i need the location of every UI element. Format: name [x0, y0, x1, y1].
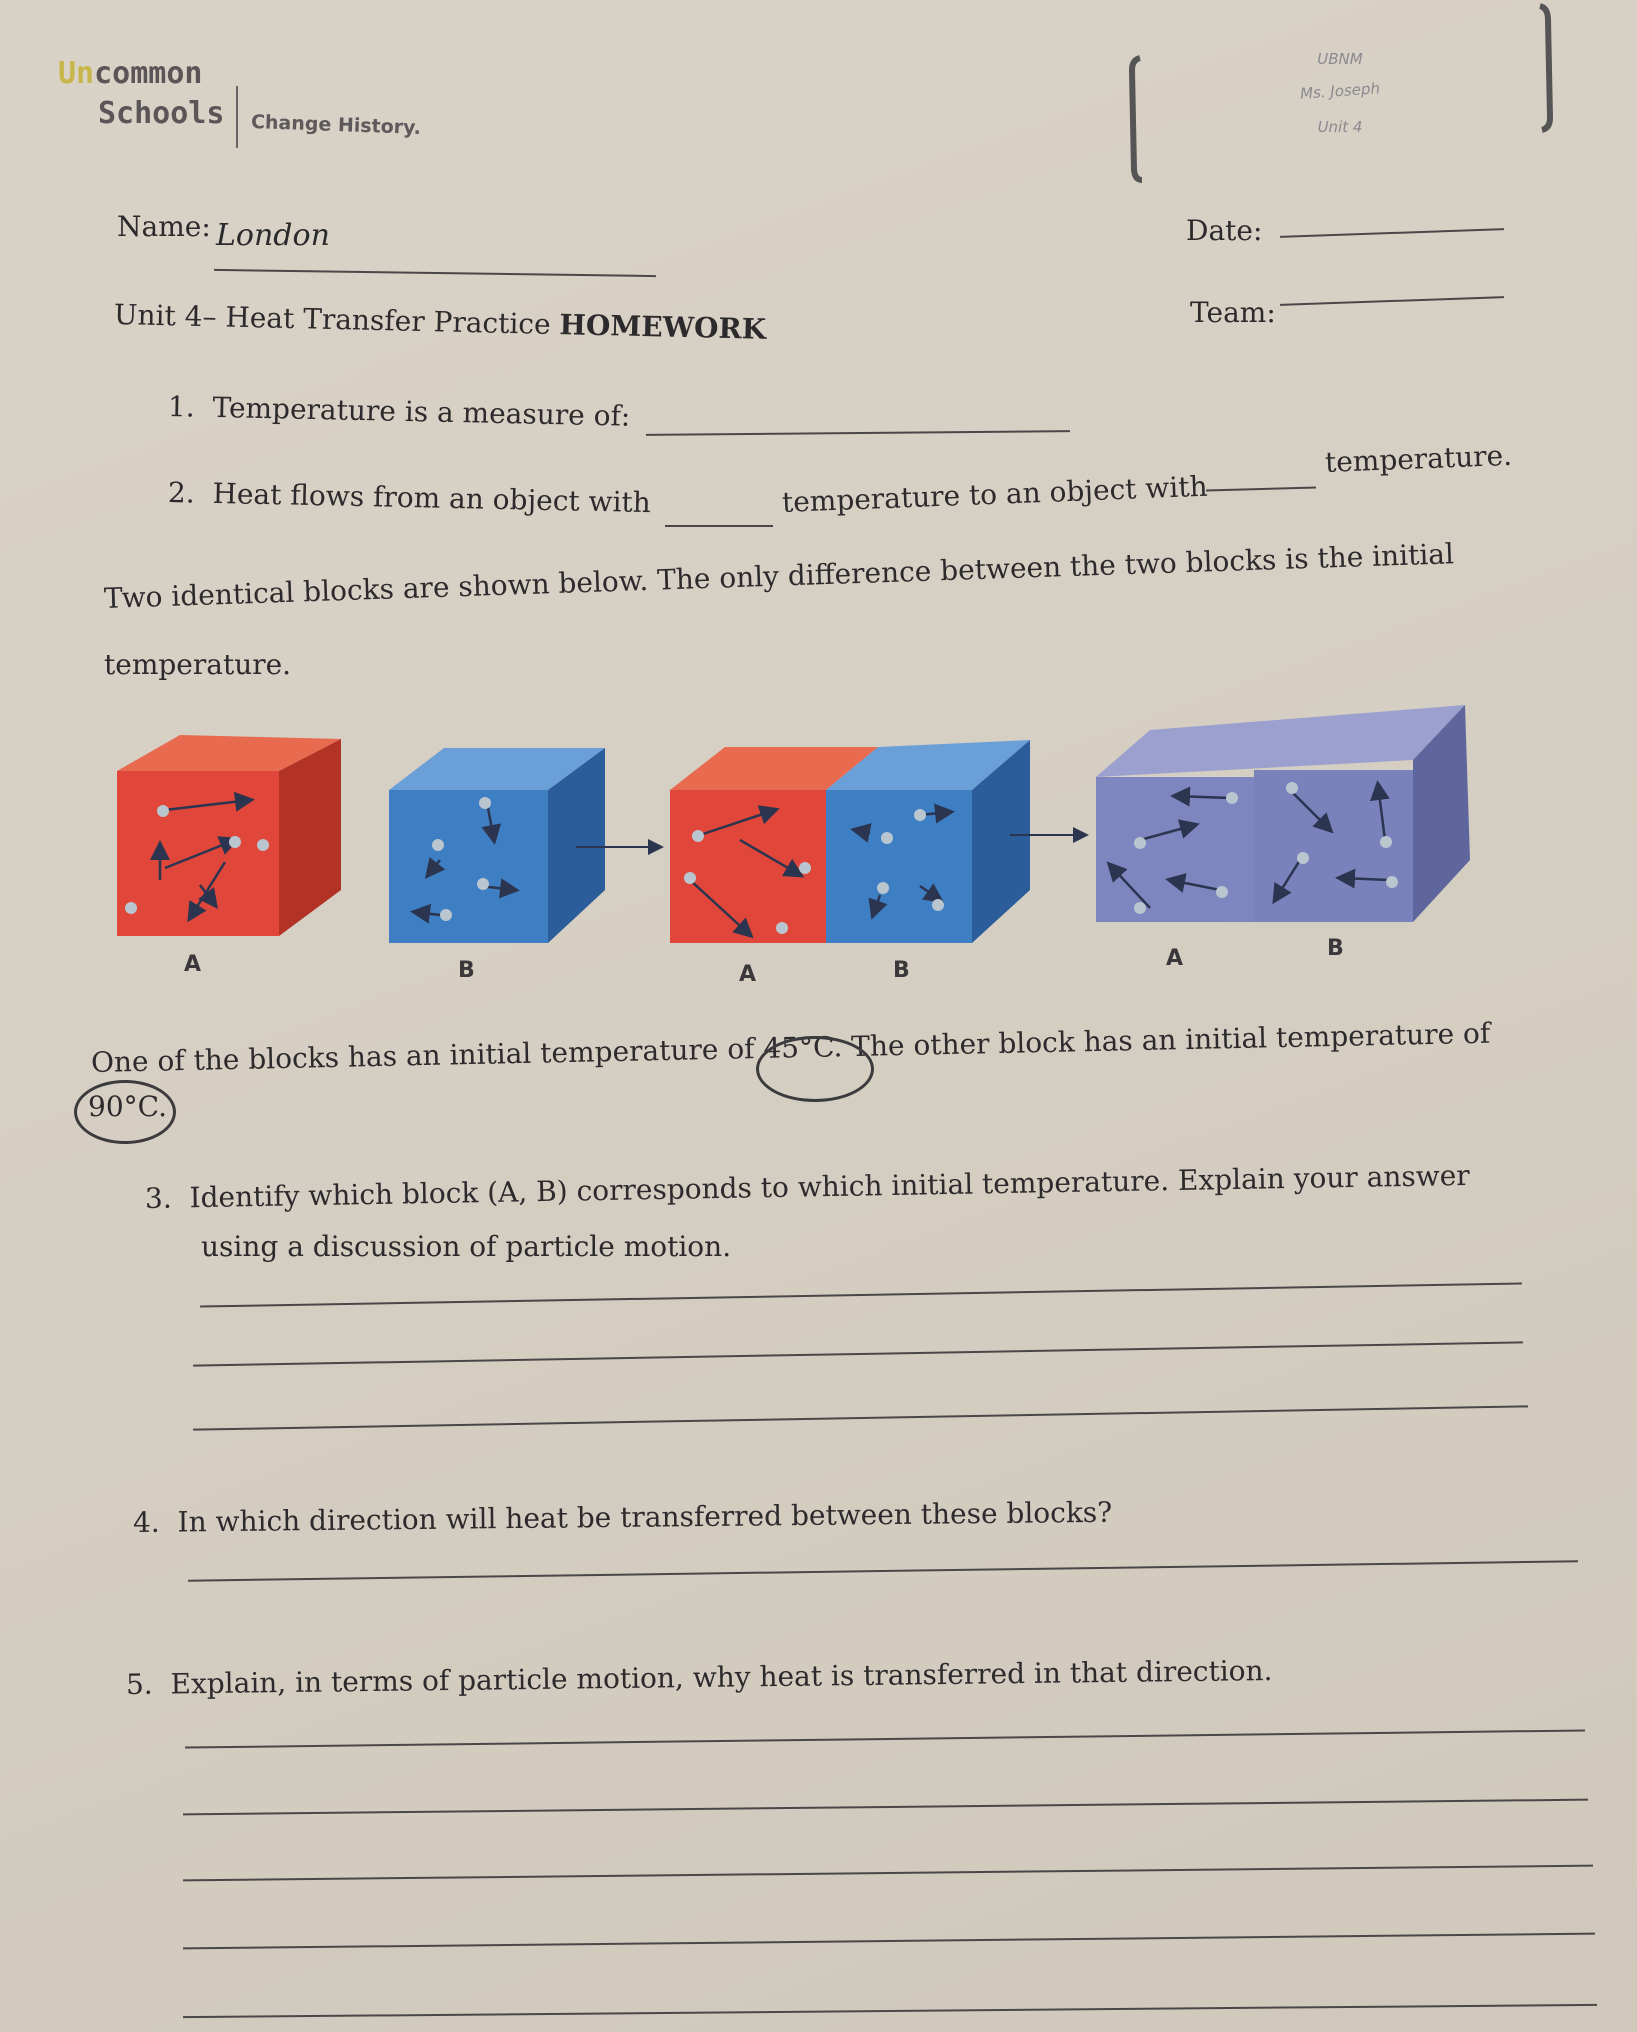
label-block-a-2: A: [739, 962, 757, 987]
name-line: [214, 269, 656, 277]
answer-line-q3-1[interactable]: [200, 1282, 1522, 1307]
date-label: Date:: [1186, 214, 1263, 247]
answer-line-q2b[interactable]: [1206, 487, 1316, 492]
team-label: Team:: [1190, 296, 1276, 329]
answer-line-q2a[interactable]: [665, 525, 773, 527]
question-5: 5. Explain, in terms of particle motion, why heat is transferred in that direction.: [125, 1653, 1273, 1701]
blocks-touching: [670, 740, 1030, 943]
name-label: Name:: [117, 210, 211, 243]
label-block-b-3: B: [1327, 936, 1344, 961]
question-3-line-2: using a discussion of particle motion.: [201, 1230, 732, 1263]
question-1: 1. Temperature is a measure of:: [167, 390, 631, 433]
logo-tagline: Change History.: [250, 111, 422, 139]
answer-line-q3-2[interactable]: [193, 1341, 1523, 1366]
logo-schools: Schools: [98, 96, 225, 131]
logo-uncommon: Uncommon: [58, 56, 203, 91]
stamp-school: UBNM: [1317, 50, 1363, 68]
blocks-diagram: [0, 690, 1637, 1000]
circle-mark-45: [756, 1036, 874, 1102]
question-3-line-1: 3. Identify which block (A, B) corresponds to which initial temperature. Explain your answer: [144, 1158, 1470, 1215]
label-block-a-3: A: [1166, 946, 1184, 971]
answer-line-q5-5[interactable]: [183, 2004, 1597, 2018]
answer-line-q1[interactable]: [646, 430, 1070, 436]
team-line[interactable]: [1280, 296, 1504, 306]
intro-line-1: Two identical blocks are shown below. The only difference between the two blocks is the initial: [103, 537, 1455, 615]
name-value[interactable]: London: [216, 218, 330, 253]
answer-line-q5-1[interactable]: [185, 1729, 1585, 1748]
blocks-equilibrium: [1096, 705, 1470, 922]
circle-mark-90: [74, 1080, 176, 1144]
worksheet-title: Unit 4– Heat Transfer Practice HOMEWORK: [113, 298, 767, 346]
question-4: 4. In which direction will heat be transferred between these blocks?: [132, 1495, 1113, 1539]
answer-line-q5-2[interactable]: [183, 1799, 1588, 1816]
temps-line-2: 90°C.: [88, 1090, 167, 1123]
label-block-b-2: B: [893, 958, 910, 983]
answer-line-q5-3[interactable]: [183, 1865, 1593, 1882]
question-2-part3: temperature.: [1324, 438, 1513, 479]
question-2-part2: temperature to an object with: [781, 469, 1209, 519]
temps-line-1: One of the blocks has an initial temperature of 45°C. The other block has an initial temperature of: [90, 1016, 1491, 1079]
block-a-hot: [117, 735, 341, 936]
label-block-b-1: B: [458, 958, 475, 983]
stamp-teacher: Ms. Joseph: [1299, 79, 1381, 103]
stamp-unit: Unit 4: [1317, 118, 1363, 136]
temp-45: 45°C: [763, 1030, 834, 1065]
date-line[interactable]: [1280, 228, 1504, 238]
label-block-a-1: A: [184, 952, 202, 977]
answer-line-q5-4[interactable]: [183, 1933, 1595, 1950]
logo-divider: [236, 86, 238, 148]
temp-90: 90°C: [88, 1090, 159, 1123]
answer-line-q3-3[interactable]: [193, 1405, 1528, 1430]
intro-line-2: temperature.: [104, 648, 292, 681]
question-2-part1: 2. Heat flows from an object with: [167, 476, 652, 520]
answer-line-q4[interactable]: [188, 1560, 1578, 1581]
block-b-cold: [389, 748, 605, 943]
